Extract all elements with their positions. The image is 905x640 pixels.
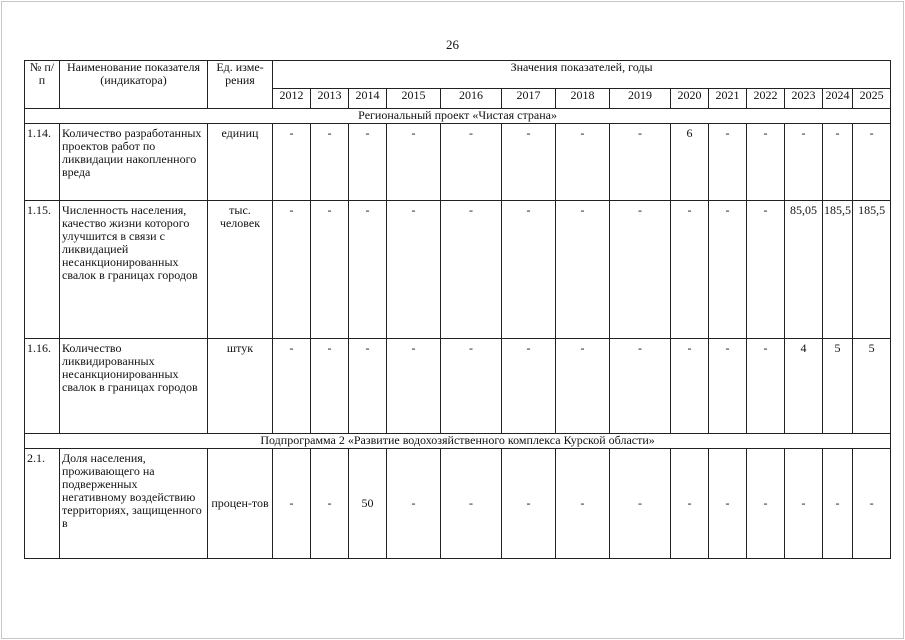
value-cell: - xyxy=(387,124,441,201)
header-values-group: Значения показателей, годы xyxy=(273,61,891,89)
value-cell: - xyxy=(502,201,556,339)
section-title-row xyxy=(25,434,891,449)
value-cell: - xyxy=(273,449,311,559)
page-number: 26 xyxy=(446,37,459,52)
unit-cell: процен-тов xyxy=(208,449,273,559)
section-title: Подпрограмма 2 «Развитие водохозяйственного комплекса Курской области» xyxy=(25,434,891,449)
value-cell: - xyxy=(747,339,785,434)
value-cell: - xyxy=(671,201,709,339)
unit-cell: тыс. человек xyxy=(208,201,273,339)
value-cell: - xyxy=(610,201,671,339)
value-cell: - xyxy=(610,449,671,559)
value-cell: - xyxy=(502,339,556,434)
value-cell: - xyxy=(747,201,785,339)
table-row xyxy=(25,201,891,339)
value-cell: - xyxy=(853,449,891,559)
value-cell: 85,05 xyxy=(785,201,823,339)
value-cell: - xyxy=(273,124,311,201)
value-cell: - xyxy=(441,201,502,339)
year-header: 2019 xyxy=(610,89,671,109)
row-number: 2.1. xyxy=(25,449,60,559)
year-header: 2017 xyxy=(502,89,556,109)
value-cell: 5 xyxy=(823,339,853,434)
indicator-name: Доля населения, проживающего на подверженных негативному воздействию территориях, защищенного в xyxy=(60,449,208,559)
value-cell: - xyxy=(709,124,747,201)
row-number: 1.14. xyxy=(25,124,60,201)
year-header: 2014 xyxy=(349,89,387,109)
value-cell: - xyxy=(785,449,823,559)
value-cell: - xyxy=(823,124,853,201)
value-cell: - xyxy=(853,124,891,201)
table-row xyxy=(25,339,891,434)
table-row xyxy=(25,124,891,201)
value-cell: - xyxy=(273,201,311,339)
header-name: Наименование показателя (индикатора) xyxy=(60,61,208,109)
section-title-row xyxy=(25,109,891,124)
value-cell: - xyxy=(502,124,556,201)
value-cell: 185,5 xyxy=(853,201,891,339)
header-unit: Ед. изме-рения xyxy=(208,61,273,109)
value-cell: - xyxy=(709,201,747,339)
year-header: 2025 xyxy=(853,89,891,109)
value-cell: - xyxy=(610,339,671,434)
value-cell: - xyxy=(671,339,709,434)
value-cell: - xyxy=(441,449,502,559)
row-number: 1.16. xyxy=(25,339,60,434)
value-cell: - xyxy=(747,449,785,559)
year-header: 2015 xyxy=(387,89,441,109)
year-header: 2022 xyxy=(747,89,785,109)
section-title: Региональный проект «Чистая страна» xyxy=(25,109,891,124)
value-cell: - xyxy=(709,339,747,434)
header-num: № п/п xyxy=(25,61,60,109)
header-row-1 xyxy=(25,61,891,89)
value-cell: - xyxy=(349,201,387,339)
value-cell: - xyxy=(387,339,441,434)
table-row xyxy=(25,449,891,559)
value-cell: - xyxy=(311,124,349,201)
value-cell: - xyxy=(311,339,349,434)
value-cell: - xyxy=(441,124,502,201)
row-number: 1.15. xyxy=(25,201,60,339)
indicator-name: Численность населения, качество жизни которого улучшится в связи с ликвидацией несанкционированных свалок в границах городов xyxy=(60,201,208,339)
value-cell: - xyxy=(349,339,387,434)
value-cell: - xyxy=(747,124,785,201)
indicator-name: Количество ликвидированных несанкционированных свалок в границах городов xyxy=(60,339,208,434)
value-cell: 5 xyxy=(853,339,891,434)
value-cell: - xyxy=(823,449,853,559)
value-cell: - xyxy=(556,449,610,559)
unit-cell: единиц xyxy=(208,124,273,201)
value-cell: - xyxy=(311,201,349,339)
indicators-table xyxy=(24,60,891,559)
year-header: 2018 xyxy=(556,89,610,109)
year-header: 2013 xyxy=(311,89,349,109)
year-header: 2023 xyxy=(785,89,823,109)
value-cell: - xyxy=(273,339,311,434)
value-cell: - xyxy=(387,201,441,339)
year-header: 2020 xyxy=(671,89,709,109)
value-cell: 4 xyxy=(785,339,823,434)
value-cell: - xyxy=(441,339,502,434)
value-cell: 185,5 xyxy=(823,201,853,339)
value-cell: 6 xyxy=(671,124,709,201)
value-cell: - xyxy=(709,449,747,559)
value-cell: - xyxy=(311,449,349,559)
year-header: 2024 xyxy=(823,89,853,109)
value-cell: - xyxy=(785,124,823,201)
value-cell: - xyxy=(610,124,671,201)
unit-cell: штук xyxy=(208,339,273,434)
value-cell: - xyxy=(502,449,556,559)
year-header: 2012 xyxy=(273,89,311,109)
value-cell: 50 xyxy=(349,449,387,559)
year-header: 2021 xyxy=(709,89,747,109)
value-cell: - xyxy=(556,124,610,201)
value-cell: - xyxy=(556,339,610,434)
value-cell: - xyxy=(349,124,387,201)
value-cell: - xyxy=(556,201,610,339)
year-header: 2016 xyxy=(441,89,502,109)
indicator-name: Количество разработанных проектов работ по ликвидации накопленного вреда xyxy=(60,124,208,201)
value-cell: - xyxy=(387,449,441,559)
value-cell: - xyxy=(671,449,709,559)
